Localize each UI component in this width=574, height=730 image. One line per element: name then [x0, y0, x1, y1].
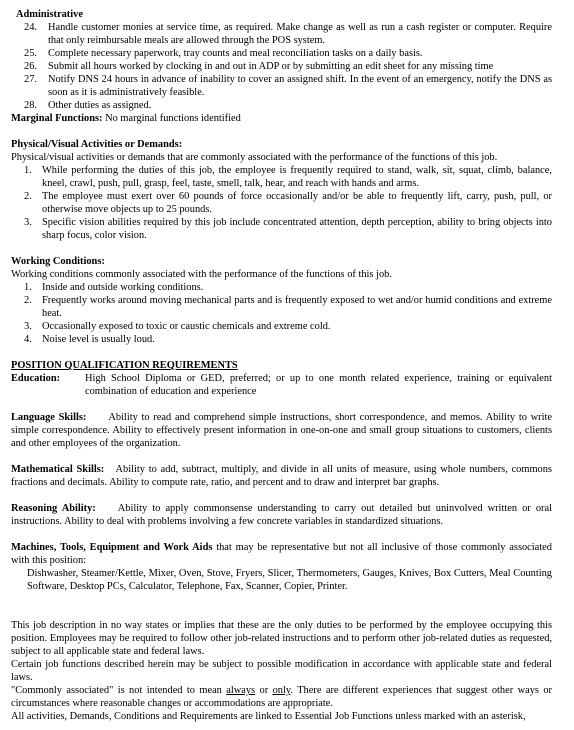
language-skills-text: Ability to read and comprehend simple instructions, short correspondence, and memos. Ability to write simple correspondence. Ability to effectively present information in one-on-one and small group situations to customers, clients and other employees of the organization.: [11, 412, 552, 449]
reasoning-ability: [11, 502, 552, 528]
item-number: 27.: [24, 74, 37, 85]
reasoning-ability-text: Ability to apply commonsense understanding to carry out detailed but uninvolved written or oral instructions. Ability to deal with problems involving a few concrete variables in standardized situations.: [11, 503, 552, 527]
item-text: Inside and outside working conditions.: [42, 282, 204, 293]
language-skills: [11, 411, 552, 450]
physical-intro: Physical/visual activities or demands that are commonly associated with the performance of the functions of this job.: [11, 152, 498, 163]
reasoning-ability-label: Reasoning Ability:: [11, 503, 96, 514]
list-item: [11, 216, 552, 242]
machines-intro: that may be representative but not all inclusive of those commonly associated with this position:: [11, 542, 552, 566]
always-emphasis: always: [226, 685, 256, 696]
item-text: Submit all hours worked by clocking in and out in ADP or by submitting an edit sheet for any missing time: [48, 61, 494, 72]
item-number: 4.: [24, 334, 32, 345]
list-item: [11, 164, 552, 190]
item-text: While performing the duties of this job, the employee is frequently required to stand, walk, sit, squat, climb, balance, kneel, crawl, push, pull, grasp, feel, taste, smell, talk, hear, and reach with hands and arms.: [42, 165, 552, 189]
disclaimer-text: . There are different experiences that suggest other ways or circumstances where reasonable changes or accommodations are appropriate.: [11, 685, 552, 709]
item-text: Complete necessary paperwork, tray counts and meal reconciliation tasks on a daily basis.: [48, 48, 423, 59]
education-row: [11, 372, 552, 398]
disclaimer-paragraph: This job description in no way states or implies that these are the only duties to be performed by the employee occupying this position. Employees may be required to follow other job-related instructions and to perform other job-related duties as requested, subject to all applicable state and federal laws.: [11, 620, 552, 657]
item-number: 2.: [24, 191, 32, 202]
working-heading: Working Conditions:: [11, 256, 105, 267]
item-number: 2.: [24, 295, 32, 306]
item-number: 26.: [24, 61, 37, 72]
item-text: Handle customer monies at service time, as required. Make change as well as run a cash register or computer. Require that only reimbursable meals are allowed through the POS system.: [48, 22, 552, 46]
math-skills-text: Ability to add, subtract, multiply, and divide in all units of measure, using whole numbers, commons fractions and decimals. Ability to compute rate, ratio, and percent and to draw and interpret bar graphs.: [11, 464, 552, 488]
disclaimer-paragraph: [11, 684, 552, 710]
math-skills: [11, 463, 552, 489]
administrative-list: [11, 21, 552, 112]
item-number: 25.: [24, 48, 37, 59]
working-intro: Working conditions commonly associated with the performance of the functions of this job.: [11, 269, 392, 280]
only-emphasis: only: [272, 685, 291, 696]
machines-tools: [11, 541, 552, 567]
physical-heading: Physical/Visual Activities or Demands:: [11, 139, 183, 150]
item-text: Noise level is usually loud.: [42, 334, 155, 345]
item-number: 1.: [24, 165, 32, 176]
list-item: [11, 73, 552, 99]
education-label: Education:: [11, 373, 61, 384]
machines-label: Machines, Tools, Equipment and Work Aids: [11, 542, 213, 553]
administrative-heading: Administrative: [16, 9, 83, 20]
language-skills-label: Language Skills:: [11, 412, 87, 423]
marginal-functions-text: No marginal functions identified: [105, 113, 241, 124]
item-number: 24.: [24, 22, 37, 33]
list-item: [11, 21, 552, 47]
list-item: [11, 190, 552, 216]
item-text: Occasionally exposed to toxic or caustic chemicals and extreme cold.: [42, 321, 331, 332]
math-skills-label: Mathematical Skills:: [11, 464, 105, 475]
working-list: [11, 281, 552, 346]
list-item: [11, 99, 552, 112]
list-item: [11, 47, 552, 60]
item-text: Notify DNS 24 hours in advance of inability to cover an assigned shift. In the event of an emergency, notify the DNS as soon as it is administratively feasible.: [48, 74, 552, 98]
disclaimer-text: "Commonly associated" is not intended to mean: [11, 685, 227, 696]
marginal-functions: [11, 112, 552, 125]
item-text: The employee must exert over 60 pounds of force occasionally and/or be able to frequently lift, carry, push, pull, or otherwise move objects up to 25 pounds.: [42, 191, 552, 215]
list-item: [11, 281, 552, 294]
item-text: Other duties as assigned.: [48, 100, 152, 111]
item-number: 3.: [24, 321, 32, 332]
qualifications-heading: POSITION QUALIFICATION REQUIREMENTS: [11, 360, 238, 371]
item-number: 28.: [24, 100, 37, 111]
marginal-functions-label: Marginal Functions:: [11, 113, 103, 124]
list-item: [11, 320, 552, 333]
item-text: Specific vision abilities required by this job include concentrated attention, depth perception, ability to bring objects into sharp focus, color vision.: [42, 217, 552, 241]
item-text: Frequently works around moving mechanical parts and is frequently exposed to wet and/or humid conditions and extreme heat.: [42, 295, 552, 319]
list-item: [11, 294, 552, 320]
disclaimer-paragraph: All activities, Demands, Conditions and Requirements are linked to Essential Job Functions unless marked with an asterisk,: [11, 711, 526, 722]
disclaimer-paragraph: Certain job functions described herein may be subject to possible modification in accordance with applicable state and federal laws.: [11, 659, 552, 683]
list-item: [11, 60, 552, 73]
item-number: 1.: [24, 282, 32, 293]
education-text: High School Diploma or GED, preferred; or up to one month related experience, training or equivalent combination of education and experience: [85, 373, 552, 397]
list-item: [11, 333, 552, 346]
job-description-page: [11, 8, 552, 723]
disclaimer-text: or: [255, 685, 273, 696]
machines-list: Dishwasher, Steamer/Kettle, Mixer, Oven, Stove, Fryers, Slicer, Thermometers, Gauges, Knives, Box Cutters, Meal Counting Software, Desktop PCs, Calculator, Telephone, Fax, Scanner, Copier, Printer.: [27, 568, 552, 592]
physical-list: [11, 164, 552, 242]
item-number: 3.: [24, 217, 32, 228]
